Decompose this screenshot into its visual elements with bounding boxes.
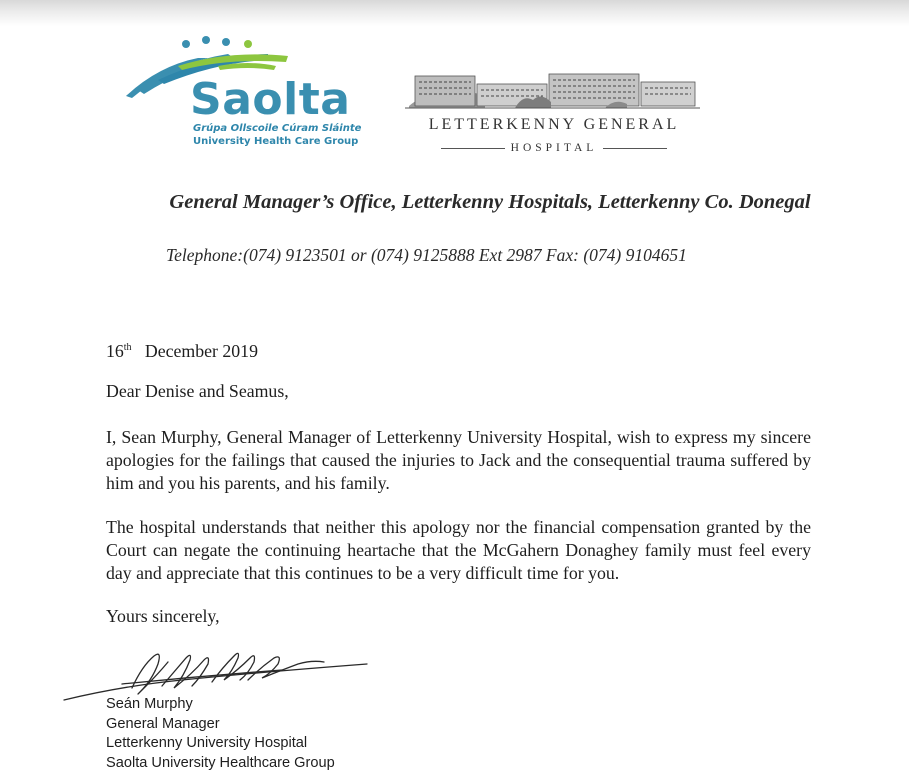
hospital-logo-name: LETTERKENNY GENERAL	[428, 116, 680, 133]
saolta-wordmark: Saolta	[190, 74, 351, 125]
signatory-group: Saolta University Healthcare Group	[106, 754, 335, 771]
paragraph-understanding: The hospital understands that neither this apology nor the financial compensation granted by the Court can negate the continuing heartache that the McGahern Donaghey family must feel every day and appreciate that this continues to be a very difficult time for you.	[106, 517, 811, 583]
salutation: Dear Denise and Seamus,	[106, 381, 289, 401]
saolta-logo	[118, 36, 368, 156]
scan-top-shadow	[0, 0, 909, 26]
hospital-logo-subtitle: HOSPITAL	[409, 142, 699, 154]
signatory-name: Seán Murphy	[106, 696, 193, 712]
hospital-logo	[405, 66, 700, 162]
saolta-subtitle	[193, 122, 361, 148]
saolta-subtitle-irish: Grúpa Ollscoile Cúram Sláinte	[193, 123, 362, 134]
signatory-hospital: Letterkenny University Hospital	[106, 735, 308, 751]
hospital-building-icon	[405, 66, 700, 112]
paragraph-apology: I, Sean Murphy, General Manager of Letterkenny University Hospital, wish to express my sincere apologies for the failings that caused the injuries to Jack and the consequential trauma suffered by him and you his parents, and his family.	[106, 427, 811, 493]
contact-numbers: Telephone:(074) 9123501 or (074) 9125888 Ext 2987 Fax: (074) 9104651	[166, 245, 687, 265]
saolta-subtitle-english: University Health Care Group	[193, 136, 359, 147]
office-address: General Manager’s Office, Letterkenny Hospitals, Letterkenny Co. Donegal	[169, 191, 811, 213]
signature-block	[106, 695, 335, 773]
closing: Yours sincerely,	[106, 606, 220, 626]
letter-date: 16th December 2019	[106, 341, 258, 361]
signatory-title: General Manager	[106, 715, 220, 732]
